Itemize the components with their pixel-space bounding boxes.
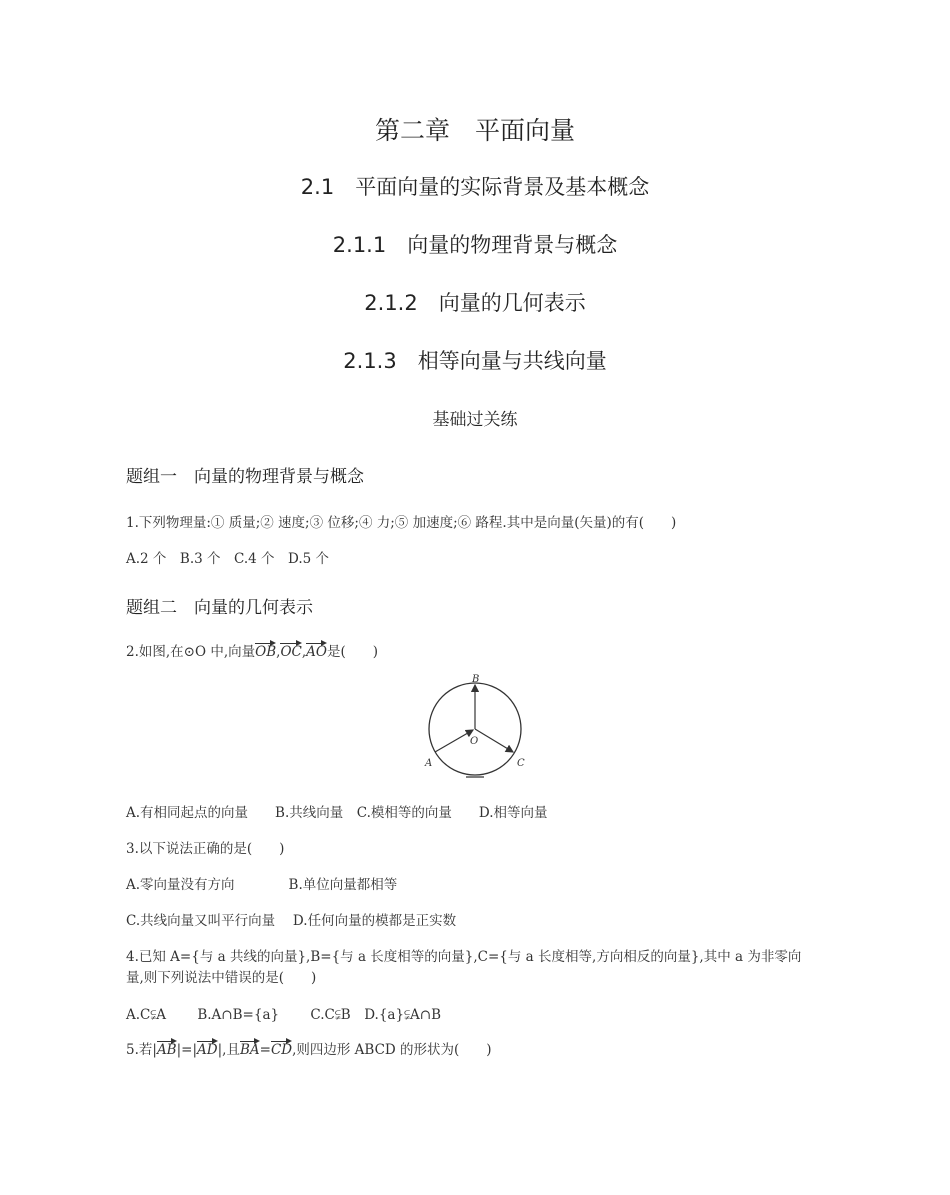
question-2-prefix: 2.如图,在⊙O 中,向量 bbox=[126, 644, 256, 660]
question-5-text: ,则四边形 ABCD 的形状为( ) bbox=[292, 1042, 492, 1058]
label-o: O bbox=[470, 736, 479, 747]
section-title: 2.1 平面向量的实际背景及基本概念 bbox=[300, 175, 650, 199]
circle-vector-figure bbox=[420, 670, 530, 780]
label-c: C bbox=[517, 758, 525, 769]
label-b: B bbox=[472, 674, 480, 685]
vector-ad: AD bbox=[197, 1042, 218, 1058]
vector-cd: CD bbox=[270, 1042, 293, 1058]
label-a: A bbox=[425, 758, 433, 769]
vector-ao-arrow bbox=[435, 730, 473, 752]
question-5-text: |=| bbox=[176, 1042, 198, 1058]
question-3-options-row-2: C.共线向量又叫平行向量 D.任何向量的模都是正实数 bbox=[126, 913, 457, 929]
subsection-title-2: 2.1.2 向量的几何表示 bbox=[364, 291, 586, 315]
question-5-text: = bbox=[259, 1042, 271, 1058]
question-1-options: A.2 个 B.3 个 C.4 个 D.5 个 bbox=[126, 551, 330, 567]
question-4-line-2: 量,则下列说法中错误的是( ) bbox=[126, 970, 317, 986]
subsection-title-1: 2.1.1 向量的物理背景与概念 bbox=[332, 233, 618, 257]
question-2-options: A.有相同起点的向量 B.共线向量 C.模相等的向量 D.相等向量 bbox=[126, 805, 548, 821]
question-4-options: A.C⫋A B.A∩B={a} C.C⫋B D.{a}⫋A∩B bbox=[126, 1007, 441, 1023]
vector-oc-arrow bbox=[475, 729, 513, 752]
vector-oc: OC bbox=[280, 644, 302, 660]
question-2-suffix: 是( ) bbox=[326, 644, 379, 660]
question-5-text: |,且 bbox=[217, 1042, 240, 1058]
question-5-text: 5.若| bbox=[126, 1042, 157, 1058]
group-1-title: 题组一 向量的物理背景与概念 bbox=[126, 467, 364, 487]
question-4-line-1: 4.已知 A={与 a 共线的向量},B={与 a 长度相等的向量},C={与 a 长度相等,方向相反的向量},其中 a 为非零向 bbox=[126, 949, 802, 965]
question-2 bbox=[126, 640, 378, 660]
vector-ab: AB bbox=[156, 1042, 177, 1058]
separator: , bbox=[276, 644, 281, 660]
vector-ao: AO bbox=[306, 644, 327, 660]
question-3: 3.以下说法正确的是( ) bbox=[126, 841, 285, 857]
practice-heading: 基础过关练 bbox=[432, 410, 518, 430]
question-1: 1.下列物理量:① 质量;② 速度;③ 位移;④ 力;⑤ 加速度;⑥ 路程.其中是向量(矢量)的有( ) bbox=[126, 515, 677, 531]
chapter-title: 第二章 平面向量 bbox=[374, 116, 575, 145]
separator: , bbox=[301, 644, 307, 660]
group-2-title: 题组二 向量的几何表示 bbox=[126, 598, 313, 618]
subsection-title-3: 2.1.3 相等向量与共线向量 bbox=[343, 349, 607, 373]
vector-ob: OB bbox=[255, 644, 277, 660]
vector-ba: BA bbox=[239, 1042, 260, 1058]
question-5 bbox=[126, 1038, 492, 1058]
question-3-options-row-1: A.零向量没有方向 B.单位向量都相等 bbox=[126, 877, 398, 893]
